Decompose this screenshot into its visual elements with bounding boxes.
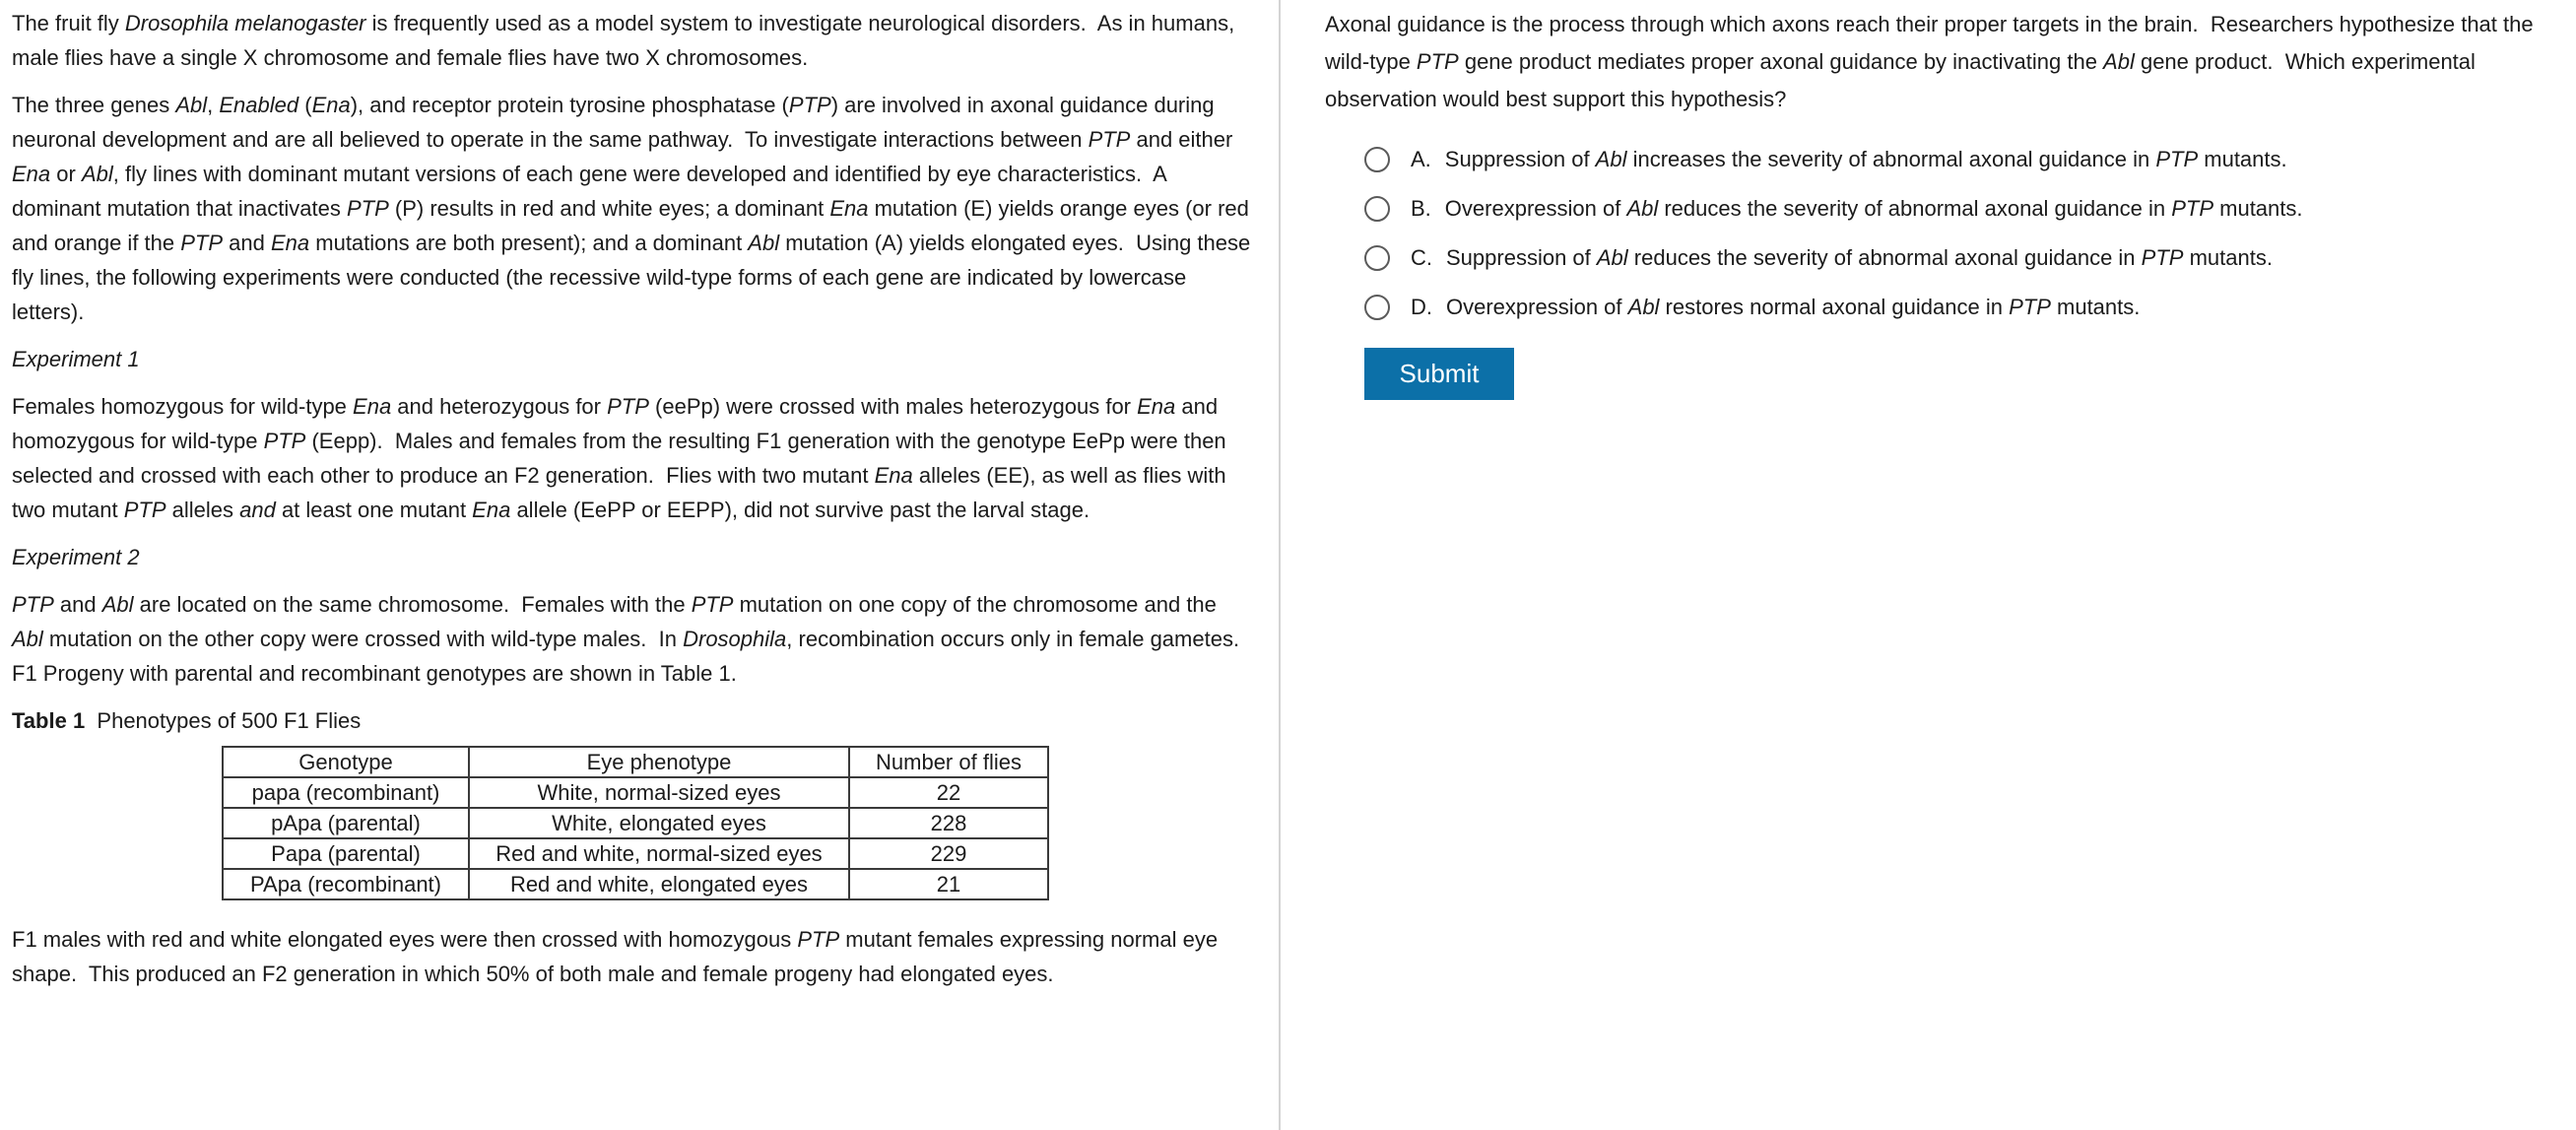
table-cell-phenotype: Red and white, elongated eyes bbox=[469, 869, 849, 899]
option-text: Suppression of Abl increases the severity of abnormal axonal guidance in PTP mutants. bbox=[1444, 147, 2287, 171]
passage-paragraph-intro: The fruit fly Drosophila melanogaster is frequently used as a model system to investigate neurological disorders. As in humans, male flies have a single X chromosome and female flies have two X chromosomes. bbox=[12, 11, 1241, 70]
option-letter: C. bbox=[1411, 245, 1432, 270]
option-a-radio-icon[interactable] bbox=[1364, 147, 1390, 172]
experiment-2-heading: Experiment 2 bbox=[12, 545, 140, 569]
submit-button[interactable]: Submit bbox=[1364, 348, 1514, 400]
phenotype-table bbox=[222, 746, 1049, 900]
option-letter: D. bbox=[1411, 295, 1432, 319]
option-text: Overexpression of Abl reduces the severity of abnormal axonal guidance in PTP mutants. bbox=[1444, 196, 2303, 221]
table-cell-count: 21 bbox=[849, 869, 1048, 899]
experiment-2-body: PTP and Abl are located on the same chromosome. Females with the PTP mutation on one copy of the chromosome and the Abl mutation on the other copy were crossed with wild-type males. In Drosophila, recombination occurs only in female gametes. F1 Progeny with parental and recombinant genotypes are shown in Table 1. bbox=[12, 592, 1252, 686]
table-row bbox=[223, 838, 1048, 869]
option-letter: B. bbox=[1411, 196, 1431, 221]
table-cell-genotype: PApa (recombinant) bbox=[223, 869, 469, 899]
question-text: Axonal guidance is the process through which axons reach their proper targets in the brain. Researchers hypothesize that the wild-type PTP gene product mediates proper axonal guidance by inactivating the Abl gene product. Which experimental observation would best support this hypothesis? bbox=[1325, 12, 2540, 111]
passage-panel bbox=[12, 0, 1257, 1004]
answer-options bbox=[1325, 146, 2564, 321]
option-a[interactable] bbox=[1325, 146, 2564, 173]
option-text: Suppression of Abl reduces the severity of abnormal axonal guidance in PTP mutants. bbox=[1446, 245, 2273, 270]
table-cell-count: 22 bbox=[849, 777, 1048, 808]
option-d-radio-icon[interactable] bbox=[1364, 295, 1390, 320]
passage-paragraph-final: F1 males with red and white elongated eyes were then crossed with homozygous PTP mutant females expressing normal eye shape. This produced an F2 generation in which 50% of both male and female progeny had elongated eyes. bbox=[12, 927, 1224, 986]
option-d[interactable] bbox=[1325, 294, 2564, 321]
table-header-eye-phenotype: Eye phenotype bbox=[469, 747, 849, 777]
table-cell-phenotype: White, normal-sized eyes bbox=[469, 777, 849, 808]
option-b[interactable] bbox=[1325, 195, 2564, 223]
table-header-genotype: Genotype bbox=[223, 747, 469, 777]
table-header-row bbox=[223, 747, 1048, 777]
table-caption: Table 1 Phenotypes of 500 F1 Flies bbox=[12, 708, 362, 733]
table-cell-genotype: pApa (parental) bbox=[223, 808, 469, 838]
option-letter: A. bbox=[1411, 147, 1431, 171]
table-cell-phenotype: White, elongated eyes bbox=[469, 808, 849, 838]
option-c[interactable] bbox=[1325, 244, 2564, 272]
table-row bbox=[223, 777, 1048, 808]
question-panel bbox=[1325, 0, 2564, 400]
table-cell-genotype: papa (recombinant) bbox=[223, 777, 469, 808]
option-text: Overexpression of Abl restores normal axonal guidance in PTP mutants. bbox=[1446, 295, 2141, 319]
table-cell-count: 228 bbox=[849, 808, 1048, 838]
column-divider bbox=[1279, 0, 1281, 1130]
passage-paragraph-genes: The three genes Abl, Enabled (Ena), and receptor protein tyrosine phosphatase (PTP) are involved in axonal guidance during neuronal development and are all believed to operate in the same pathway. To investigate interactions between PTP and either Ena or Abl, fly lines with dominant mutant versions of each gene were developed and identified by eye characteristics. A dominant mutation that inactivates PTP (P) results in red and white eyes; a dominant Ena mutation (E) yields orange eyes (or red and orange if the PTP and Ena mutations are both present); and a dominant Abl mutation (A) yields elongated eyes. Using these fly lines, the following experiments were conducted (the recessive wild-type forms of each gene are indicated by lowercase letters). bbox=[12, 93, 1257, 324]
table-row bbox=[223, 869, 1048, 899]
option-c-radio-icon[interactable] bbox=[1364, 245, 1390, 271]
table-row bbox=[223, 808, 1048, 838]
experiment-1-heading: Experiment 1 bbox=[12, 347, 140, 371]
option-b-radio-icon[interactable] bbox=[1364, 196, 1390, 222]
table-header-number-of-flies: Number of flies bbox=[849, 747, 1048, 777]
table-cell-count: 229 bbox=[849, 838, 1048, 869]
experiment-1-body: Females homozygous for wild-type Ena and heterozygous for PTP (eePp) were crossed with males heterozygous for Ena and homozygous for wild-type PTP (Eepp). Males and females from the resulting F1 generation with the genotype EePp were then selected and crossed with each other to produce an F2 generation. Flies with two mutant Ena alleles (EE), as well as flies with two mutant PTP alleles and at least one mutant Ena allele (EePP or EEPP), did not survive past the larval stage. bbox=[12, 394, 1232, 522]
table-cell-phenotype: Red and white, normal-sized eyes bbox=[469, 838, 849, 869]
table-cell-genotype: Papa (parental) bbox=[223, 838, 469, 869]
